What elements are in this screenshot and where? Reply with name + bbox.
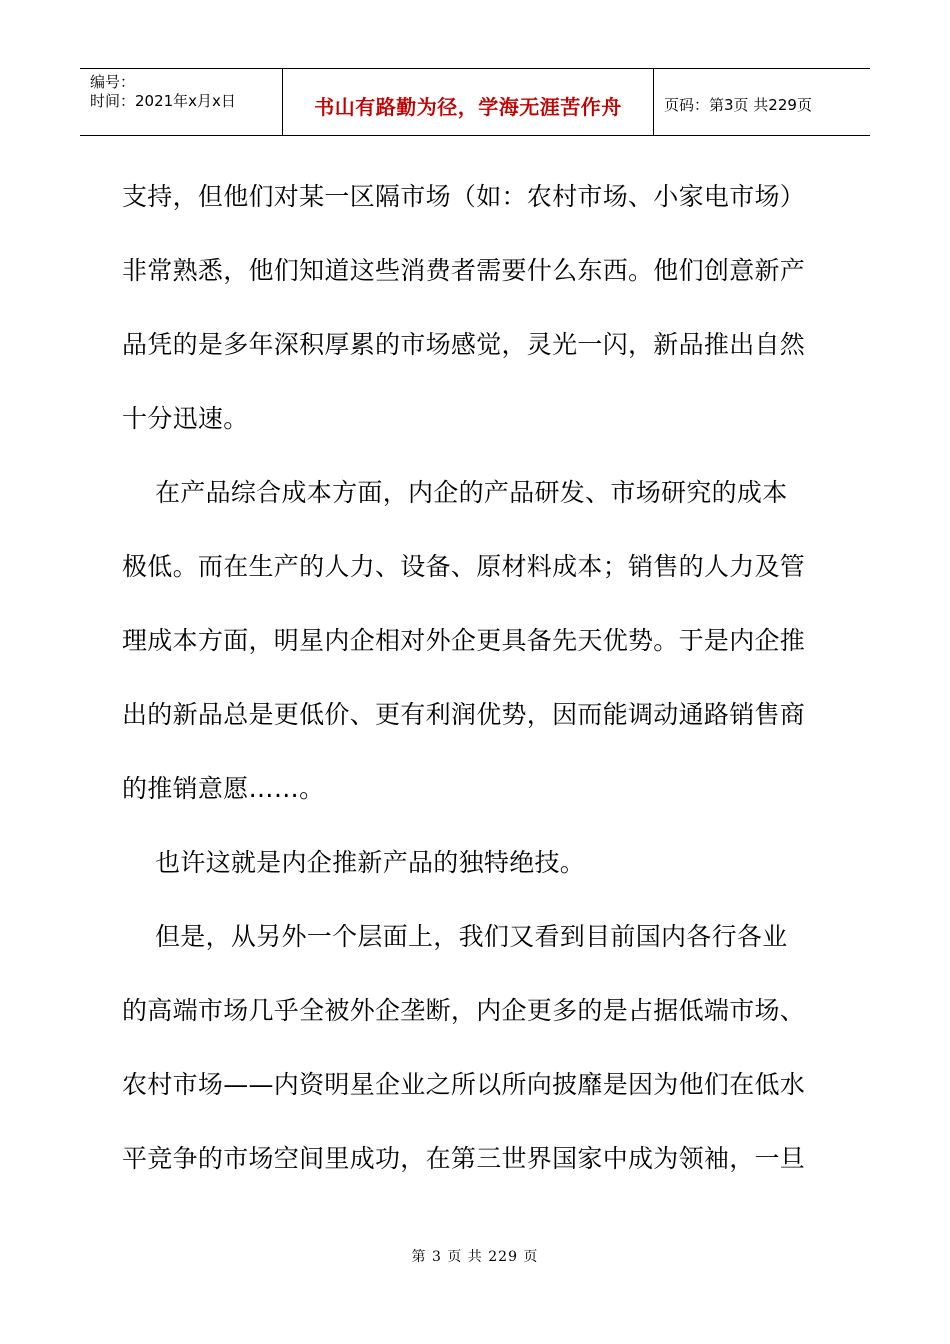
time-label: 时间：2021年x月x日: [90, 92, 236, 110]
text-line: 品凭的是多年深积厚累的市场感觉，灵光一闪，新品推出自然: [122, 330, 806, 359]
text-line: 非常熟悉，他们知道这些消费者需要什么东西。他们创意新产: [122, 256, 806, 285]
body-text: [122, 160, 822, 1196]
header-motto-cell: [282, 69, 654, 135]
text-line: 出的新品总是更低价、更有利润优势，因而能调动通路销售商: [122, 700, 806, 729]
header-page-cell: [654, 69, 870, 135]
text-line: 但是，从另外一个层面上，我们又看到目前国内各行各业: [122, 922, 788, 951]
text-line: 支持，但他们对某一区隔市场（如：农村市场、小家电市场）: [122, 182, 806, 211]
text-line: 农村市场——内资明星企业之所以所向披靡是因为他们在低水: [122, 1070, 806, 1099]
text-line: 十分迅速。: [122, 404, 249, 433]
text-line: 的高端市场几乎全被外企垄断，内企更多的是占据低端市场、: [122, 996, 806, 1025]
header-meta: [80, 69, 282, 135]
header-page-info: 页码：第3页 共229页: [664, 95, 812, 114]
text-line: 极低。而在生产的人力、设备、原材料成本；销售的人力及管: [122, 552, 806, 581]
header-motto: 书山有路勤为径，学海无涯苦作舟: [314, 94, 622, 119]
text-line: 的推销意愿……。: [122, 774, 325, 803]
text-line: 理成本方面，明星内企相对外企更具备先天优势。于是内企推: [122, 626, 806, 655]
page-footer: 第 3 页 共 229 页: [411, 1249, 539, 1265]
text-line: 平竞争的市场空间里成功，在第三世界国家中成为领袖，一旦: [122, 1144, 806, 1173]
text-line: 也许这就是内企推新产品的独特绝技。: [122, 848, 586, 877]
text-line: 在产品综合成本方面，内企的产品研发、市场研究的成本: [122, 478, 788, 507]
serial-number-label: 编号：: [90, 73, 136, 91]
document-header: [80, 68, 870, 136]
